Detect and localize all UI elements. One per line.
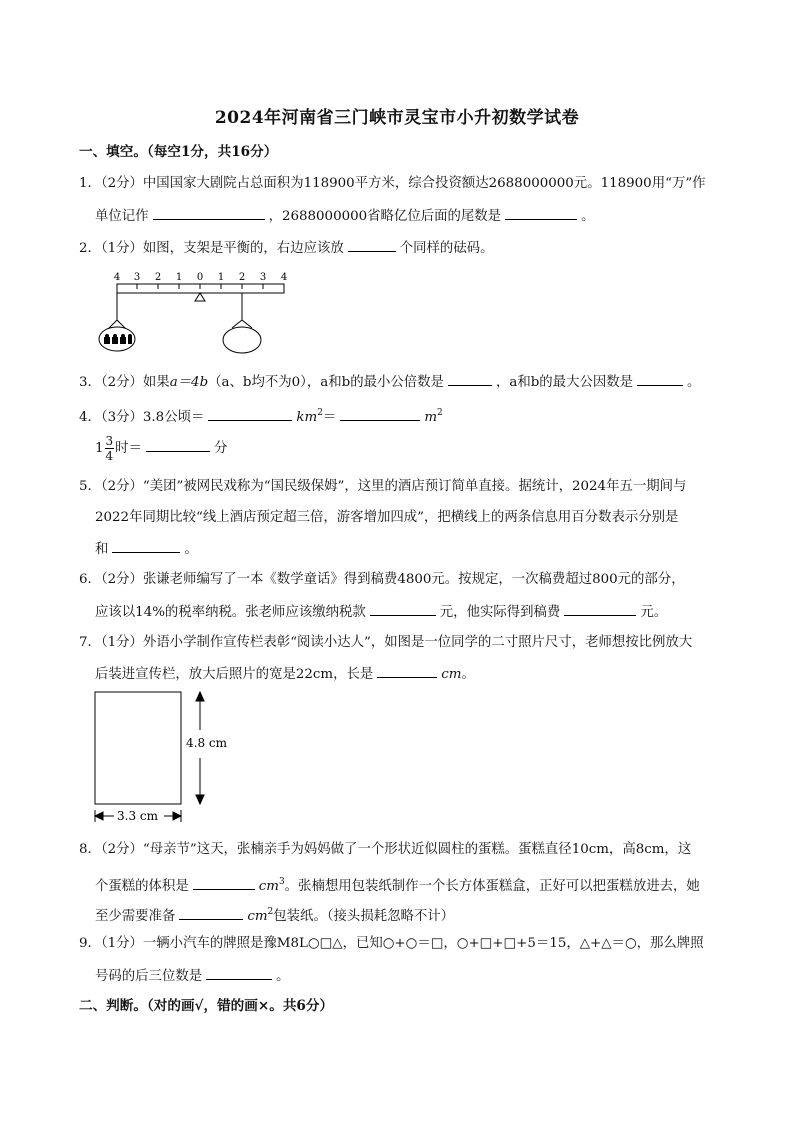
scale-label: 1	[217, 272, 225, 283]
section-heading-judge: 二、判断。（对的画√，错的画×。共6分）	[79, 998, 334, 1014]
scale-label: 3	[259, 272, 267, 283]
scale-label: 4	[113, 272, 121, 283]
question-7-line-2: 后装进宣传栏，放大后照片的宽是22cm，长是 cm。	[95, 663, 475, 685]
scale-label: 2	[154, 272, 162, 283]
question-5-line-2: 2022年同期比较“线上酒店预定超三倍，游客增加四成”，把横线上的两条信息用百分数表示分别是	[95, 510, 679, 525]
question-9-line-2: 号码的后三位数是 。	[95, 965, 290, 987]
question-8-line-1: 8．（2分）“母亲节”这天，张楠亲手为妈妈做了一个形状近似圆柱的蛋糕。蛋糕直径10cm，高8cm，这	[79, 842, 692, 857]
answer-blank[interactable]	[340, 406, 420, 421]
question-5-line-1: 5．（2分）“美团”被网民戏称为“国民级保姆”，这里的酒店预订简单直接。据统计，2024年五一期间与	[79, 479, 687, 494]
scale-label: 4	[280, 272, 288, 283]
answer-blank[interactable]	[112, 538, 180, 553]
answer-blank[interactable]	[637, 371, 683, 386]
answer-blank[interactable]	[179, 905, 243, 920]
scale-label: 2	[238, 272, 246, 283]
answer-blank[interactable]	[505, 205, 577, 220]
answer-blank[interactable]	[146, 437, 210, 452]
right-pan	[223, 293, 261, 353]
answer-blank[interactable]	[206, 965, 272, 980]
answer-blank[interactable]	[153, 205, 265, 220]
question-7-line-1: 7．（1分）外语小学制作宣传栏表彰“阅读小达人”，如图是一位同学的二寸照片尺寸，老师想按比例放大	[79, 635, 693, 650]
question-3: 3．（2分）如果a＝4b（a、b均不为0），a和b的最小公倍数是 ，a和b的最大公因数是 。	[79, 371, 700, 393]
answer-blank[interactable]	[348, 237, 396, 252]
scale-label: 3	[133, 272, 141, 283]
answer-blank[interactable]	[193, 875, 255, 890]
height-label: 4.8 cm	[186, 736, 227, 750]
answer-blank[interactable]	[370, 601, 436, 616]
scale-label: 0	[196, 272, 204, 283]
answer-blank[interactable]	[377, 663, 437, 678]
question-5-line-3: 和 。	[95, 538, 198, 560]
width-label: 3.3 cm	[117, 809, 158, 823]
question-8-line-3: 至少需要准备 $cm^2$包装纸。（接头损耗忽略不计）	[95, 907, 455, 924]
scale-label: 1	[175, 272, 183, 283]
question-2: 2．（1分）如图，支架是平衡的，右边应该放 个同样的砝码。	[79, 237, 494, 259]
question-6-line-2: 应该以14%的税率纳税。张老师应该缴纳税款 元，他实际得到稿费 元。	[95, 601, 667, 623]
section-heading-fill: 一、填空。（每空1分，共16分）	[79, 144, 278, 160]
photo-rectangle	[95, 692, 181, 804]
question-6-line-1: 6．（2分）张谦老师编写了一本《数学童话》得到稿费4800元。按规定，一次稿费超过800元的部分，	[79, 572, 685, 587]
answer-blank[interactable]	[208, 406, 292, 421]
answer-blank[interactable]	[564, 601, 636, 616]
photo-size-diagram	[90, 688, 240, 830]
scale-fulcrum	[195, 293, 205, 301]
question-4-line-2: 1 $\frac{3}{4}$ 时＝ 分	[95, 434, 228, 463]
page-title: 2024年河南省三门峡市灵宝市小升初数学试卷	[214, 108, 580, 128]
question-8-line-2: 个蛋糕的体积是 $cm^3$。张楠想用包装纸制作一个长方体蛋糕盒，正好可以把蛋糕放进去，她	[95, 877, 700, 894]
mixed-fraction: $\frac{3}{4}$	[105, 434, 114, 463]
question-1-line-1: 1．（2分）中国国家大剧院占总面积为118900平方米，综合投资额达2688000000元。118900用“万”作	[79, 176, 706, 191]
question-9-line-1: 9．（1分）一辆小汽车的牌照是豫M8L○□△，已知○+○＝□，○+□+□+5＝15，△+△＝○，那么牌照	[79, 936, 704, 951]
question-1-line-2: 单位记作 ，2688000000省略亿位后面的尾数是 。	[95, 205, 594, 227]
balance-scale-diagram	[95, 268, 295, 360]
question-4-line-1: 4．（3分）3.8公顷＝ $km^2= m^2$	[79, 408, 443, 425]
answer-blank[interactable]	[448, 371, 492, 386]
